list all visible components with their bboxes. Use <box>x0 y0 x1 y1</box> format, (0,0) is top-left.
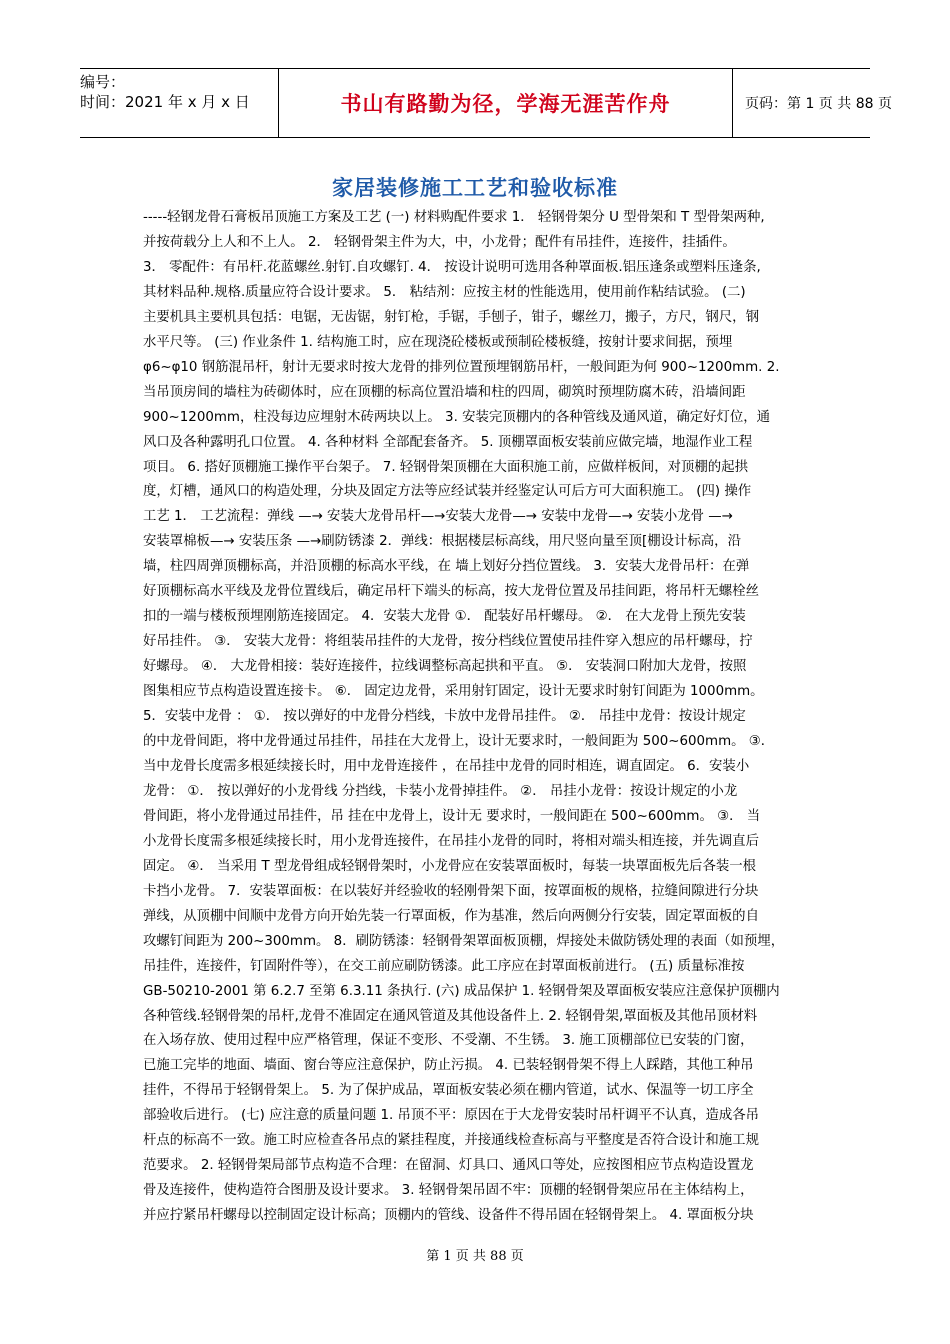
page-header <box>80 68 892 138</box>
body-line: -----轻钢龙骨石膏板吊顶施工方案及工艺 (一) 材料购配件要求 1． 轻钢骨架分 U 型骨架和 T 型骨架两种, <box>143 210 765 225</box>
body-line: 墙，柱四周弹顶棚标高，并沿顶棚的标高水平线，在 墙上划好分挡位置线。 3．安装大龙骨吊杆：在弹 <box>143 559 750 575</box>
body-line: 攻螺钉间距为 200~300mm。 8．刷防锈漆：轻钢骨架罩面板顶棚，焊接处未做防锈处理的表面（如预埋， <box>143 933 785 949</box>
body-line: 900~1200mm，柱没每边应埋射木砖两块以上。 3. 安装完顶棚内的各种管线及通风道，确定好灯位，通 <box>143 409 771 425</box>
body-line: 杆点的标高不一致。施工时应检查各吊点的紧挂程度，并接通线检查标高与平整度是否符合设计和施工规 <box>143 1133 759 1149</box>
body-line: 小龙骨长度需多根延续接长时，用小龙骨连接件，在吊挂小龙骨的同时，将相对端头相连接，并先调直后 <box>143 833 759 849</box>
body-line: 当中龙骨长度需多根延续接长时，用中龙骨连接件 ，在吊挂中龙骨的同时相连，调直固定。 6．安装小 <box>143 758 750 774</box>
body-line: 当吊顶房间的墙柱为砖砌体时，应在顶棚的标高位置沿墙和柱的四周，砌筑时预埋防腐木砖，沿墙间距 <box>143 384 746 400</box>
body-line: 弹线，从顶棚中间顺中龙骨方向开始先装一行罩面板，作为基准，然后向两侧分行安装，固定罩面板的自 <box>143 908 759 924</box>
body-line: 3． 零配件：有吊杆.花蓝螺丝.射钉.自攻螺钉. 4． 按设计说明可选用各种罩面板.铝压逢条或塑料压逢条, <box>143 259 761 275</box>
body-line: 在入场存放、使用过程中应严格管理，保证不变形、不受潮、不生锈。 3. 施工顶棚部位已安装的门窗， <box>143 1033 754 1049</box>
body-line: 其材料品种.规格.质量应符合设计要求。 5． 粘结剂：应按主材的性能选用，使用前作粘结试验。 (二) <box>143 284 746 300</box>
body-line: GB-50210-2001 第 6.2.7 至第 6.3.11 条执行. (六) 成品保护 1. 轻钢骨架及罩面板安装应注意保护顶棚内 <box>143 983 780 999</box>
body-line: 范要求。 2. 轻钢骨架局部节点构造不合理：在留洞、灯具口、通风口等处，应按图相应节点构造设置龙 <box>143 1158 754 1174</box>
body-line: 工艺 1． 工艺流程：弹线 —→ 安装大龙骨吊杆—→安装大龙骨—→ 安装中龙骨—→ 安装小龙骨 —→ <box>143 509 733 525</box>
document-body <box>143 206 807 1229</box>
body-line: 好螺母。 ④． 大龙骨相接：装好连接件，拉线调整标高起拱和平直。 ⑤． 安装洞口附加大龙骨，按照 <box>143 659 747 675</box>
body-line: 好顶棚标高水平线及龙骨位置线后，确定吊杆下端头的标高，按大龙骨位置及吊挂间距，将吊杆无螺栓丝 <box>143 584 759 600</box>
document-number: 编号： <box>80 73 126 91</box>
body-line: 扣的一端与楼板预埋刚筋连接固定。 4．安装大龙骨 ①． 配装好吊杆螺母。 ②． 在大龙骨上预先安装 <box>143 609 746 625</box>
body-line: 各种管线.轻钢骨架的吊杆,龙骨不准固定在通风管道及其他设备件上. 2. 轻钢骨架,罩面板及其他吊顶材料 <box>143 1008 758 1024</box>
body-line: 已施工完毕的地面、墙面、窗台等应注意保护，防止污损。 4. 已装轻钢骨架不得上人踩踏，其他工种吊 <box>143 1058 754 1074</box>
body-line: 水平尺等。 (三) 作业条件 1. 结构施工时，应在现浇砼楼板或预制砼楼板缝，按射计要求间据，预埋 <box>143 334 733 350</box>
body-line: 并应拧紧吊杆螺母以控制固定设计标高；顶棚内的管线、设备件不得吊固在轻钢骨架上。 4. 罩面板分块 <box>143 1208 754 1224</box>
body-line: 度，灯槽，通风口的构造处理，分块及固定方法等应经试装并经鉴定认可后方可大面积施工。 (四) 操作 <box>143 484 752 500</box>
body-line: 的中龙骨间距，将中龙骨通过吊挂件，吊挂在大龙骨上，设计无要求时，一般间距为 500~600mm。 ③． <box>143 734 775 750</box>
body-line: 挂件，不得吊于轻钢骨架上。 5. 为了保护成品，罩面板安装必须在棚内管道，试水、保温等一切工序全 <box>143 1083 754 1099</box>
document-title: 家居装修施工工艺和验收标准 <box>332 176 618 200</box>
body-line: 项目。 6. 搭好顶棚施工操作平台架子。 7. 轻钢骨架顶棚在大面积施工前，应做样板间，对顶棚的起拱 <box>143 459 748 475</box>
body-line: 龙骨： ①． 按以弹好的小龙骨线 分挡线，卡装小龙骨掉挂件。 ②． 吊挂小龙骨：按设计规定的小龙 <box>143 783 738 799</box>
header-meta <box>80 69 278 137</box>
page-footer: 第 1 页 共 88 页 <box>426 1249 524 1264</box>
header-motto: 书山有路勤为径，学海无涯苦作舟 <box>278 69 733 137</box>
body-line: 风口及各种露明孔口位置。 4. 各种材料 全部配套备齐。 5. 顶棚罩面板安装前应做完墙，地湿作业工程 <box>143 434 753 450</box>
body-line: 固定。 ④． 当采用 T 型龙骨组成轻钢骨架时，小龙骨应在安装罩面板时，每装一块罩面板先后各装一根 <box>143 858 757 874</box>
header-page-info: 页码：第 1 页 共 88 页 <box>745 96 892 112</box>
body-line: 卡挡小龙骨。 7．安装罩面板：在以装好并经验收的轻刚骨架下面，按罩面板的规格，拉缝间隙进行分块 <box>143 883 759 899</box>
document-date: 时间：2021 年 x 月 x 日 <box>80 93 250 111</box>
body-line: 骨间距，将小龙骨通过吊挂件，吊 挂在中龙骨上，设计无 要求时，一般间距在 500~600mm。 ③． 当 <box>143 808 761 824</box>
body-line: 主要机具主要机具包括：电锯，无齿锯，射钉枪，手锯，手刨子，钳子，螺丝刀，搬子，方尺，钢尺，钢 <box>143 309 759 325</box>
body-line: 部验收后进行。 (七) 应注意的质量问题 1. 吊顶不平：原因在于大龙骨安装时吊杆调平不认真，造成各吊 <box>143 1108 760 1124</box>
body-line: 好吊挂件。 ③． 安装大龙骨：将组装吊挂件的大龙骨，按分档线位置使吊挂件穿入想应的吊杆螺母，拧 <box>143 634 753 650</box>
body-line: 图集相应节点构造设置连接卡。 ⑥． 固定边龙骨，采用射钉固定，设计无要求时射钉间距为 1000mm。 <box>143 684 764 700</box>
body-line: 并按荷载分上人和不上人。 2． 轻钢骨架主件为大，中，小龙骨；配件有吊挂件，连接件，挂插件。 <box>143 234 736 250</box>
body-line: 骨及连接件，使构造符合图册及设计要求。 3. 轻钢骨架吊固不牢：顶棚的轻钢骨架应吊在主体结构上， <box>143 1183 754 1199</box>
body-line: 安装罩棉板—→ 安装压条 —→刷防锈漆 2．弹线：根据楼层标高线，用尺竖向量至顶[棚设计标高，沿 <box>143 534 741 550</box>
body-line: φ6~φ10 钢筋混吊杆，射计无要求时按大龙骨的排列位置预埋钢筋吊杆，一般间距为何 900~1200mm. 2. <box>143 359 780 375</box>
body-line: 5．安装中龙骨 ： ①． 按以弹好的中龙骨分档线，卡放中龙骨吊挂件。 ②． 吊挂中龙骨：按设计规定 <box>143 709 746 725</box>
body-line: 吊挂件，连接件，钉固附件等），在交工前应刷防锈漆。此工序应在封罩面板前进行。 (五) 质量标准按 <box>143 958 745 974</box>
